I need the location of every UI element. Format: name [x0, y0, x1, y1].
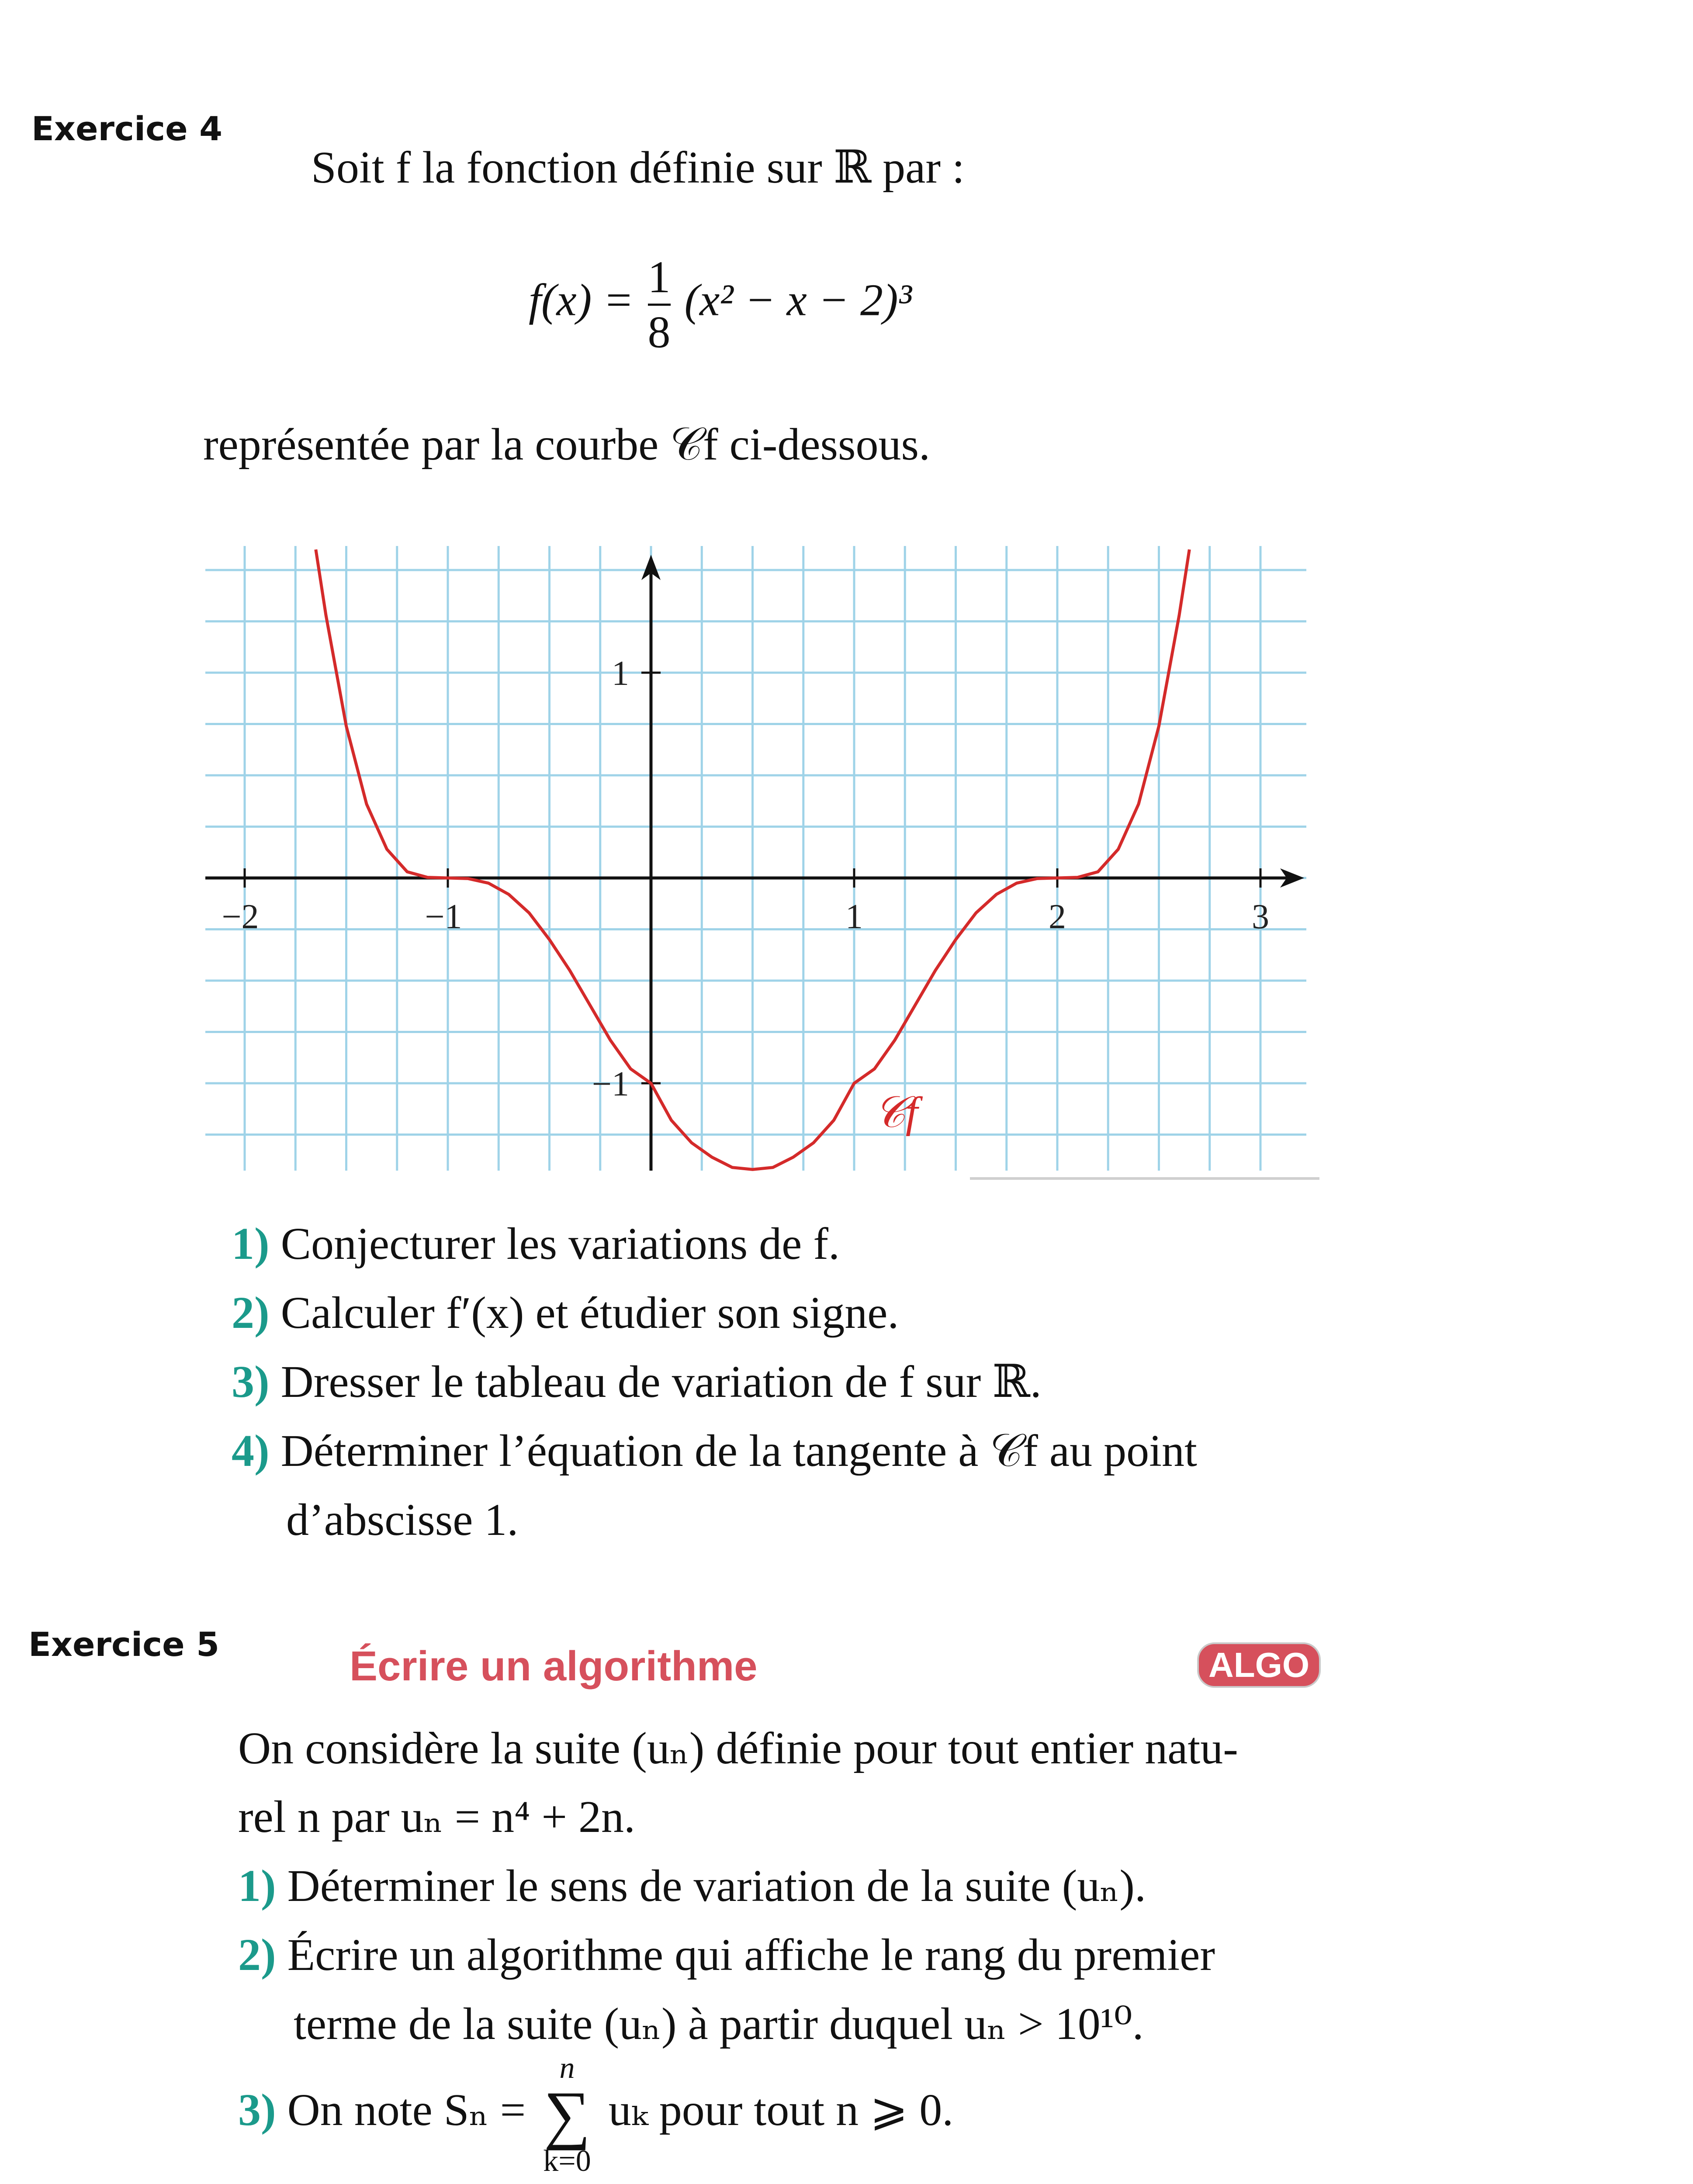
ex5-question-3	[238, 2053, 953, 2177]
question-text: Déterminer le sens de variation de la suite (uₙ).	[287, 1861, 1146, 1911]
question-number: 1)	[238, 1861, 276, 1911]
y-tick-label: 1	[612, 654, 629, 693]
x-tick-label: −2	[222, 898, 259, 936]
ex4-question-4-continued	[286, 1490, 518, 1549]
ex5-question-1	[238, 1856, 1146, 1915]
ex4-question-2	[232, 1283, 899, 1342]
x-tick-label: 2	[1049, 898, 1066, 936]
ex5-paragraph-1: On considère la suite (uₙ) définie pour tout entier natu-	[238, 1723, 1238, 1773]
function-formula	[529, 253, 912, 356]
y-tick-label: −1	[592, 1065, 629, 1103]
formula-fraction	[648, 253, 671, 356]
ex5-paragraph-2: rel n par uₙ = n⁴ + 2n.	[238, 1792, 636, 1842]
sum-upper-limit: n	[559, 2051, 575, 2085]
question-text: Dresser le tableau de variation de f sur ℝ.	[280, 1357, 1042, 1407]
question-number: 2)	[238, 1930, 276, 1980]
fraction-denominator: 8	[647, 307, 671, 358]
question-text-end: uₖ pour tout n ⩾ 0.	[608, 2085, 954, 2136]
question-text: Écrire un algorithme qui affiche le rang du premier	[287, 1930, 1215, 1980]
question-text: d’abscisse 1.	[286, 1495, 519, 1545]
fraction-numerator: 1	[647, 252, 671, 302]
ex5-question-2	[238, 1925, 1215, 1984]
question-text: Calculer f′(x) et étudier son signe.	[280, 1288, 899, 1338]
x-tick-label: −1	[425, 898, 462, 936]
sum-symbol: ∑	[544, 2078, 591, 2151]
formula-rest: (x² − x − 2)³	[684, 275, 912, 325]
question-number: 3)	[232, 1357, 270, 1407]
question-number: 2)	[232, 1288, 270, 1338]
question-number: 4)	[232, 1426, 270, 1476]
exercise-4-intro-2: représentée par la courbe 𝒞f ci-dessous.	[203, 419, 930, 470]
question-text: Déterminer l’équation de la tangente à 𝒞f au point	[280, 1426, 1197, 1476]
algo-badge: ALGO	[1197, 1642, 1321, 1688]
function-graph	[175, 542, 1328, 1188]
ex4-question-4	[232, 1421, 1197, 1480]
question-number: 1)	[232, 1219, 270, 1269]
summation	[543, 2053, 591, 2177]
sum-lower-limit: k=0	[543, 2144, 591, 2178]
ex4-question-1	[232, 1214, 840, 1273]
question-text: Conjecturer les variations de f.	[280, 1219, 840, 1269]
question-text: On note Sₙ =	[287, 2085, 526, 2136]
ex5-question-2-continued: terme de la suite (uₙ) à partir duquel uₙ > 10¹⁰.	[294, 1999, 1144, 2049]
ex4-question-3	[232, 1352, 1042, 1411]
x-tick-label: 3	[1252, 898, 1269, 936]
algo-title: Écrire un algorithme	[350, 1643, 758, 1690]
curve-label: 𝒞f	[874, 1088, 918, 1137]
formula-lhs: f(x) =	[529, 275, 634, 325]
x-tick-label: 1	[845, 898, 863, 936]
exercise-4-intro: Soit f la fonction définie sur ℝ par :	[311, 142, 965, 193]
graph-grid	[205, 546, 1306, 1171]
exercise-5-heading: Exercice 5	[28, 1625, 219, 1664]
question-number: 3)	[238, 2085, 276, 2136]
exercise-4-heading: Exercice 4	[31, 109, 222, 148]
